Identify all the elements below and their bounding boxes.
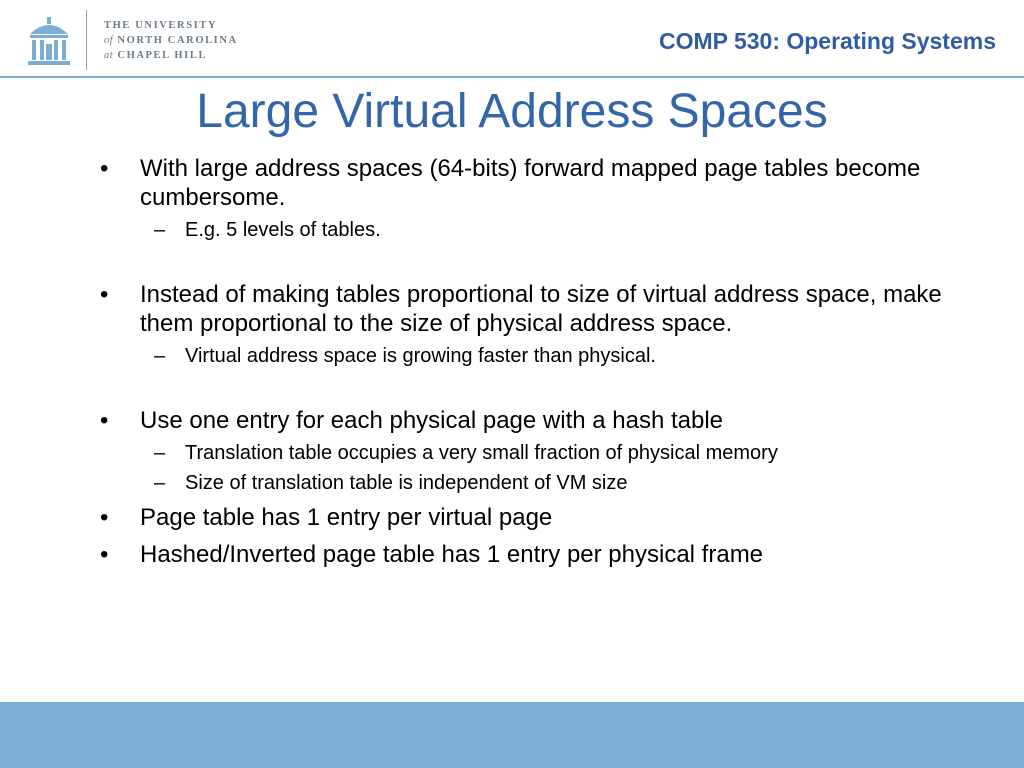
bullet-1-text: With large address spaces (64-bits) forward mapped page tables become cumbersome. [140,155,921,211]
wordmark-text-chapel-hill: CHAPEL HILL [117,50,208,61]
bullet-marker: • [100,407,109,434]
sub-bullet-marker: – [154,345,166,367]
bullet-2 [96,280,996,338]
bullet-marker: • [100,281,109,308]
sub-bullet-2-1-text: Virtual address space is growing faster than physical. [185,345,656,367]
bullet-2-text: Instead of making tables proportional to size of virtual address space, make them proportional to the size of physical address space. [140,281,942,337]
bullet-5 [96,540,996,569]
bullet-marker: • [100,155,109,182]
bullet-5-text: Hashed/Inverted page table has 1 entry per physical frame [140,541,764,568]
bullet-1 [96,154,996,212]
sub-bullet-3-1 [96,441,996,465]
bullet-4 [96,503,996,532]
slide-header [0,0,1024,80]
wordmark-line-2 [104,33,238,48]
slide-title: Large Virtual Address Spaces [196,85,828,138]
bullet-3-text: Use one entry for each physical page with a hash table [140,407,724,434]
old-well-logo-icon [26,14,72,70]
wordmark-text-north-carolina: NORTH CAROLINA [117,35,238,46]
bullet-3 [96,406,996,435]
sub-bullet-marker: – [154,219,166,241]
sub-bullet-1-1 [96,218,996,242]
bullet-marker: • [100,504,109,531]
logo-separator [86,10,87,70]
bullet-4-text: Page table has 1 entry per virtual page [140,504,553,531]
sub-bullet-marker: – [154,442,166,464]
sub-bullet-1-1-text: E.g. 5 levels of tables. [185,219,381,241]
sub-bullet-marker: – [154,472,166,494]
footer-band [0,702,1024,768]
course-title: COMP 530: Operating Systems [658,28,996,54]
sub-bullet-3-2-text: Size of translation table is independent of VM size [185,472,628,494]
header-rule [0,76,1024,78]
slide-content [96,154,996,569]
sub-bullet-2-1 [96,344,996,368]
wordmark-line-1: THE UNIVERSITY [104,20,218,31]
wordmark-prefix-of: of [104,35,114,46]
sub-bullet-3-2 [96,471,996,495]
bullet-marker: • [100,541,109,568]
wordmark-line-3 [104,48,238,63]
wordmark-prefix-at: at [104,50,114,61]
sub-bullet-3-1-text: Translation table occupies a very small fraction of physical memory [185,442,778,464]
university-wordmark [104,18,238,63]
